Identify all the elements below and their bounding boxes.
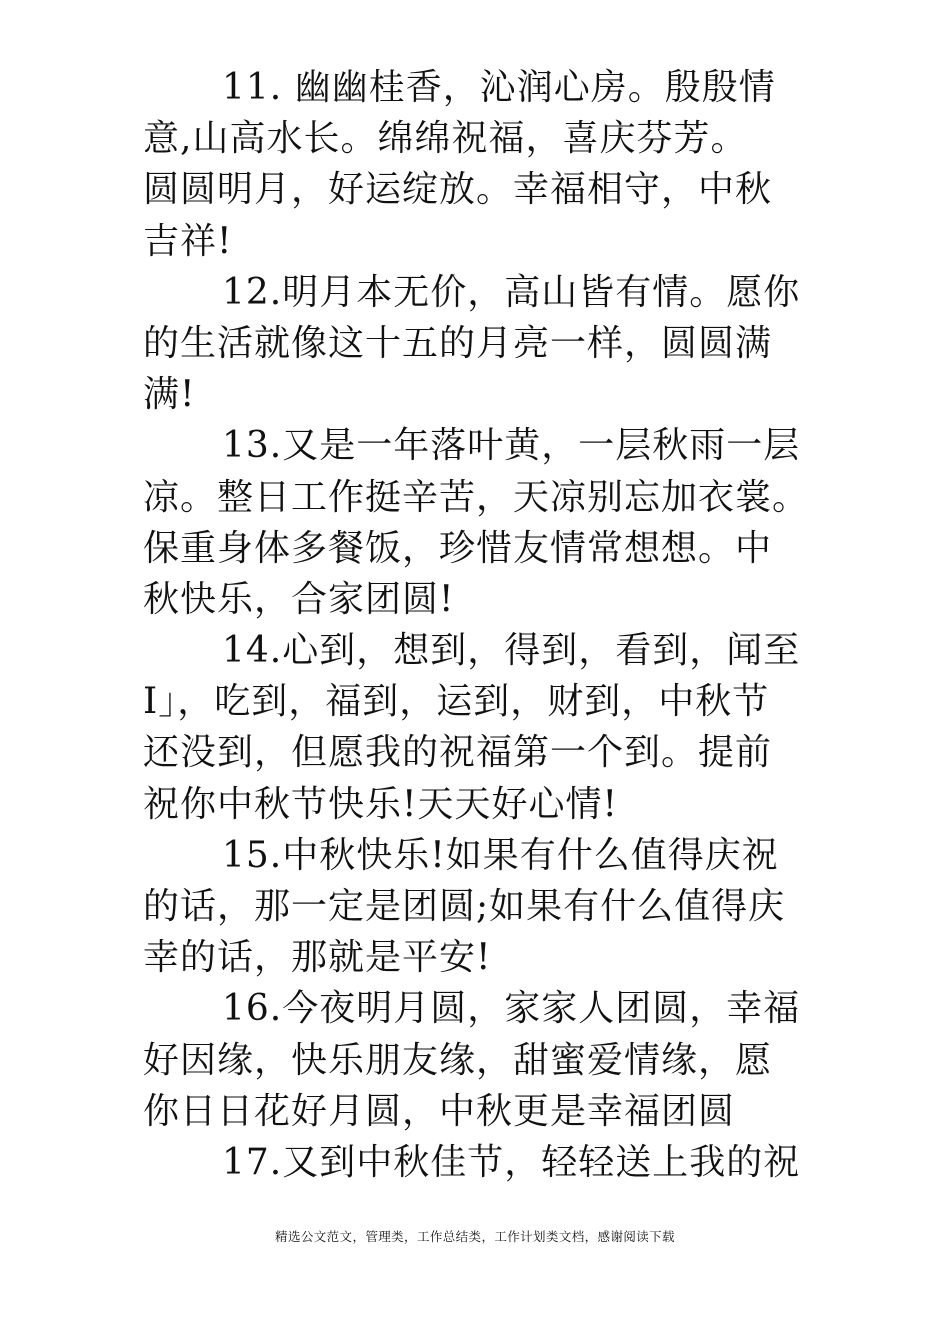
paragraph-line: 还没到，但愿我的祝福第一个到。提前 (143, 732, 773, 774)
paragraph-line: 保重身体多餐饭，珍惜友情常想想。中 (143, 527, 773, 569)
paragraph-line: 吉祥! (143, 220, 233, 262)
page-footer: 精选公文范文，管理类，工作总结类，工作计划类文档，感谢阅读下载 (275, 1229, 675, 1244)
paragraph-line: 的生活就像这十五的月亮一样，圆圆满 (143, 322, 773, 364)
paragraph-line: 凉。整日工作挺辛苦，天凉别忘加衣裳。 (143, 476, 810, 518)
paragraph-first-line: 15.中秋快乐!如果有什么值得庆祝 (222, 834, 779, 876)
paragraph-line: 满! (143, 374, 196, 416)
paragraph-first-line: 13.又是一年落叶黄，一层秋雨一层 (222, 425, 801, 467)
paragraph-line: 圆圆明月，好运绽放。幸福相守，中秋 (143, 169, 773, 211)
paragraph-line: 祝你中秋节快乐!天天好心情! (143, 783, 618, 825)
paragraph-line: 秋快乐，合家团圆! (143, 578, 455, 620)
paragraph-first-line: 17.又到中秋佳节，轻轻送上我的祝 (222, 1141, 801, 1183)
paragraph-line: 的话，那一定是团圆;如果有什么值得庆 (143, 886, 786, 927)
paragraph-line: 你日日花好月圆，中秋更是幸福团圆 (143, 1090, 736, 1132)
paragraph-line: 意,山高水长。绵绵祝福，喜庆芬芳。 (143, 118, 748, 160)
paragraph-line: 幸的话，那就是平安! (143, 937, 492, 979)
paragraph-first-line: 16.今夜明月圆，家家人团圆，幸福 (222, 988, 801, 1030)
paragraph-line: I」，吃到，福到，运到，财到，中秋节 (143, 681, 770, 723)
paragraph-first-line: 12.明月本无价，高山皆有情。愿你 (222, 271, 801, 313)
paragraph-first-line: 11. 幽幽桂香，沁润心房。殷殷情 (222, 67, 776, 108)
body-text (143, 62, 811, 1188)
paragraph-first-line: 14.心到，想到，得到，看到，闻至 (222, 630, 801, 672)
paragraph-line: 好因缘，快乐朋友缘，甜蜜爱情缘，愿 (143, 1039, 773, 1081)
